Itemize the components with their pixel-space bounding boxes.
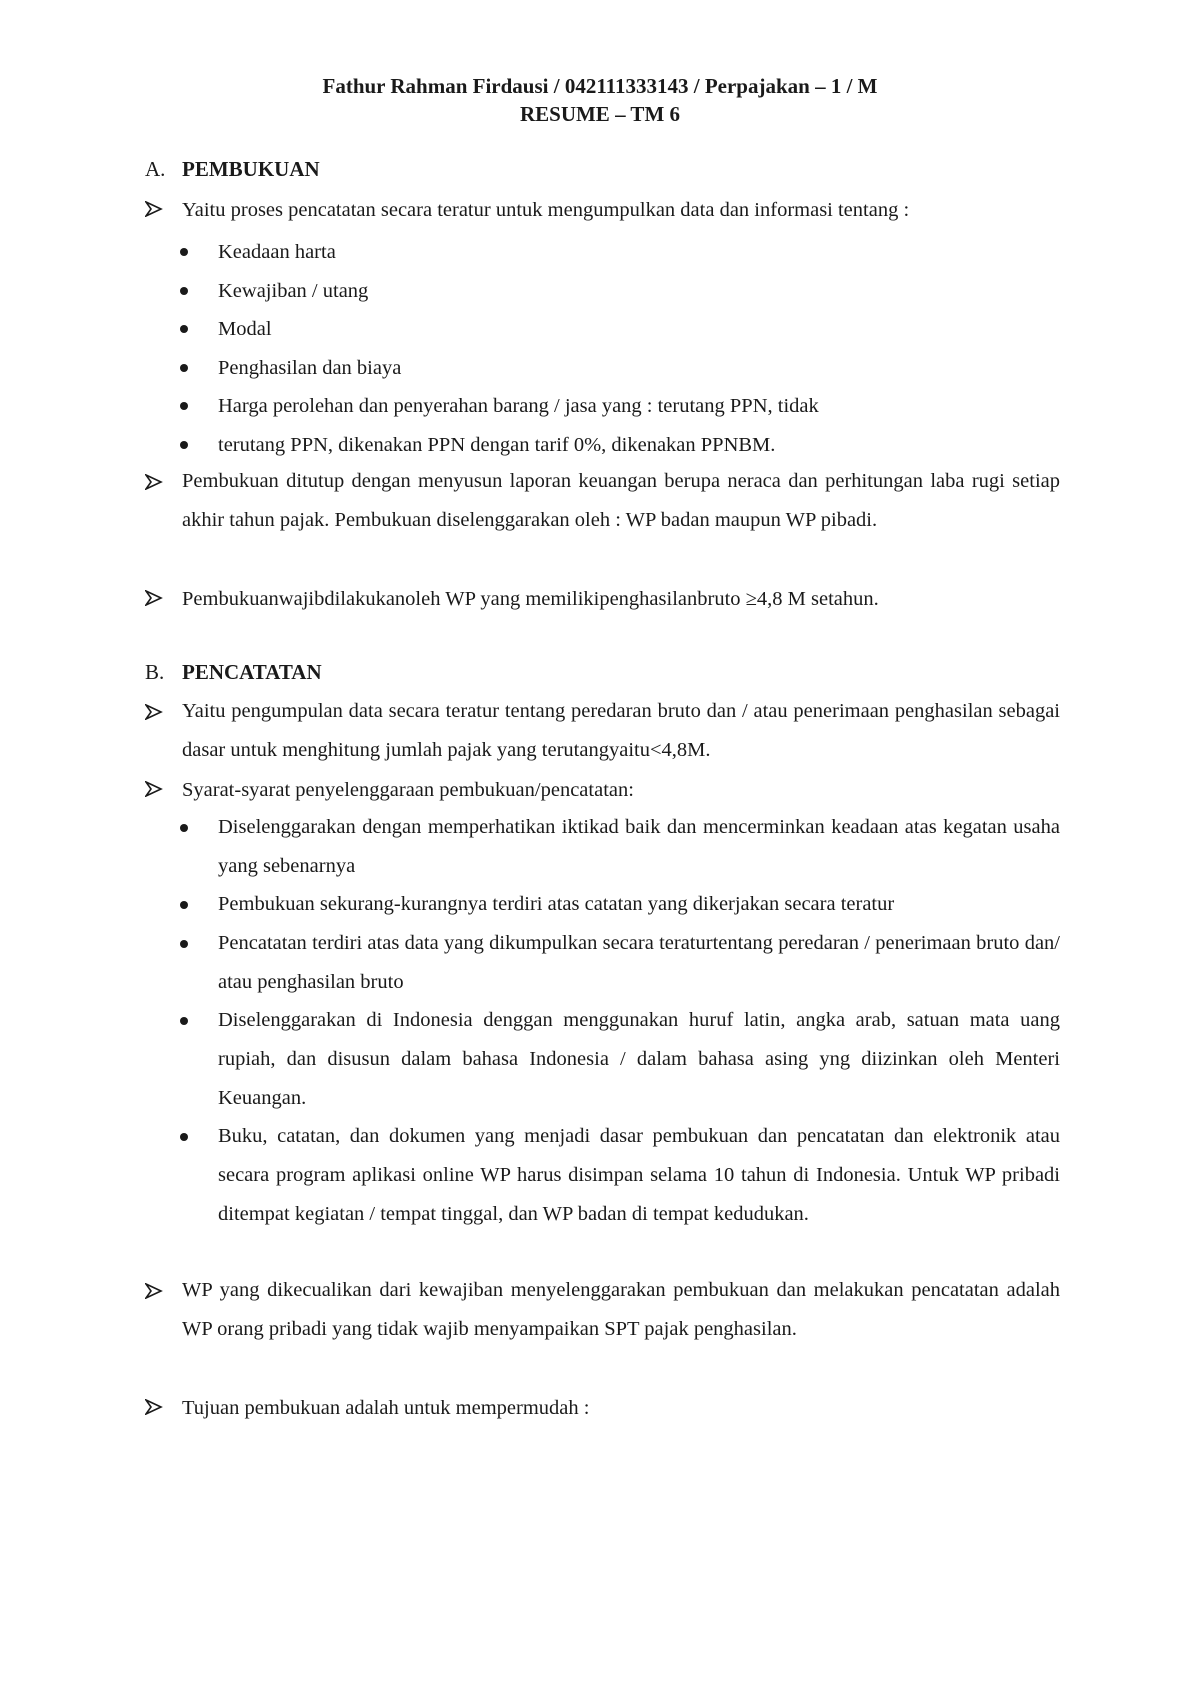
- list-item-text: Diselenggarakan dengan memperhatikan iktikad baik dan mencerminkan keadaan atas kegatan usaha yang sebenarnya: [218, 816, 1060, 877]
- bullet-icon: [180, 287, 188, 295]
- list-item-text: Kewajiban / utang: [218, 280, 369, 302]
- list-item-text: Buku, catatan, dan dokumen yang menjadi dasar pembukuan dan pencatatan dan elektronik atau secara program aplikasi online WP harus disimpan selama 10 tahun di Indonesia. Untuk WP pribadi ditempat kegiatan / tempat tinggal, dan WP badan di tempat kedudukan.: [218, 1125, 1060, 1225]
- bullet-icon: [180, 441, 188, 449]
- section-a-letter: A.: [145, 157, 166, 181]
- section-b-arrow-2: [145, 769, 1060, 811]
- list-item: [180, 1117, 1060, 1234]
- arrow-text: Pembukuanwajibdilakukanoleh WP yang memilikipenghasilanbruto ≥4,8 M setahun.: [182, 588, 879, 610]
- list-item-text: Penghasilan dan biaya: [218, 357, 402, 379]
- section-a-arrow-1: [145, 189, 1060, 231]
- section-a-heading: [145, 155, 320, 183]
- bullet-icon: [180, 325, 188, 333]
- section-b-arrow-4: [145, 1387, 1060, 1429]
- list-item: [180, 270, 1060, 312]
- arrow-text: Syarat-syarat penyelenggaraan pembukuan/pencatatan:: [182, 779, 634, 801]
- bullet-icon: [180, 364, 188, 372]
- list-item: [180, 308, 1060, 350]
- list-item: [180, 808, 1060, 886]
- arrow-text: Pembukuan ditutup dengan menyusun laporan keuangan berupa neraca dan perhitungan laba rugi setiap akhir tahun pajak. Pembukuan diselenggarakan oleh : WP badan maupun WP pibadi.: [182, 470, 1060, 531]
- arrow-bullet-icon: [145, 189, 175, 217]
- list-item: [180, 347, 1060, 389]
- list-item-text: Modal: [218, 318, 272, 340]
- list-item-text: Pencatatan terdiri atas data yang dikumpulkan secara teraturtentang peredaran / penerimaan bruto dan/ atau penghasilan bruto: [218, 932, 1060, 993]
- section-b-arrow-3: [145, 1271, 1060, 1349]
- list-item: [180, 885, 1060, 924]
- bullet-icon: [180, 824, 188, 832]
- arrow-bullet-icon: [145, 769, 175, 797]
- section-b-heading: [145, 658, 322, 686]
- arrow-text: Yaitu pengumpulan data secara teratur tentang peredaran bruto dan / atau penerimaan penghasilan sebagai dasar untuk menghitung jumlah pajak yang terutangyaitu<4,8M.: [182, 700, 1060, 761]
- arrow-text: WP yang dikecualikan dari kewajiban menyelenggarakan pembukuan dan melakukan pencatatan adalah WP orang pribadi yang tidak wajib menyampaikan SPT pajak penghasilan.: [182, 1279, 1060, 1340]
- bullet-icon: [180, 248, 188, 256]
- list-item-text: Keadaan harta: [218, 241, 336, 263]
- section-b-title: PENCATATAN: [182, 660, 322, 684]
- arrow-bullet-icon: [145, 692, 175, 720]
- bullet-icon: [180, 402, 188, 410]
- section-a-title: PEMBUKUAN: [182, 157, 320, 181]
- section-b-letter: B.: [145, 660, 165, 684]
- list-item: [180, 424, 1060, 466]
- section-a-arrow-2: [145, 462, 1060, 540]
- arrow-bullet-icon: [145, 462, 175, 490]
- list-item: [180, 924, 1060, 1002]
- list-item: [180, 385, 1060, 427]
- document-title: RESUME – TM 6: [519, 102, 681, 126]
- arrow-bullet-icon: [145, 1271, 175, 1299]
- arrow-bullet-icon: [145, 1387, 175, 1415]
- arrow-text: Tujuan pembukuan adalah untuk mempermudah :: [182, 1397, 590, 1419]
- arrow-text: Yaitu proses pencatatan secara teratur untuk mengumpulkan data dan informasi tentang :: [182, 199, 910, 221]
- author-line: Fathur Rahman Firdausi / 042111333143 / Perpajakan – 1 / M: [322, 74, 878, 98]
- list-item-text: Pembukuan sekurang-kurangnya terdiri atas catatan yang dikerjakan secara teratur: [218, 893, 895, 915]
- list-item-text: terutang PPN, dikenakan PPN dengan tarif 0%, dikenakan PPNBM.: [218, 434, 776, 456]
- list-item-text: Diselenggarakan di Indonesia denggan menggunakan huruf latin, angka arab, satuan mata uang rupiah, dan disusun dalam bahasa Indonesia / dalam bahasa asing yng diizinkan oleh Menteri Keuangan.: [218, 1009, 1060, 1109]
- arrow-bullet-icon: [145, 578, 175, 606]
- list-item: [180, 231, 1060, 273]
- list-item: [180, 1001, 1060, 1118]
- list-item-text: Harga perolehan dan penyerahan barang / jasa yang : terutang PPN, tidak: [218, 395, 819, 417]
- section-b-arrow-1: [145, 692, 1060, 770]
- bullet-icon: [180, 901, 188, 909]
- bullet-icon: [180, 1017, 188, 1025]
- bullet-icon: [180, 940, 188, 948]
- section-a-arrow-3: [145, 578, 1060, 620]
- bullet-icon: [180, 1133, 188, 1141]
